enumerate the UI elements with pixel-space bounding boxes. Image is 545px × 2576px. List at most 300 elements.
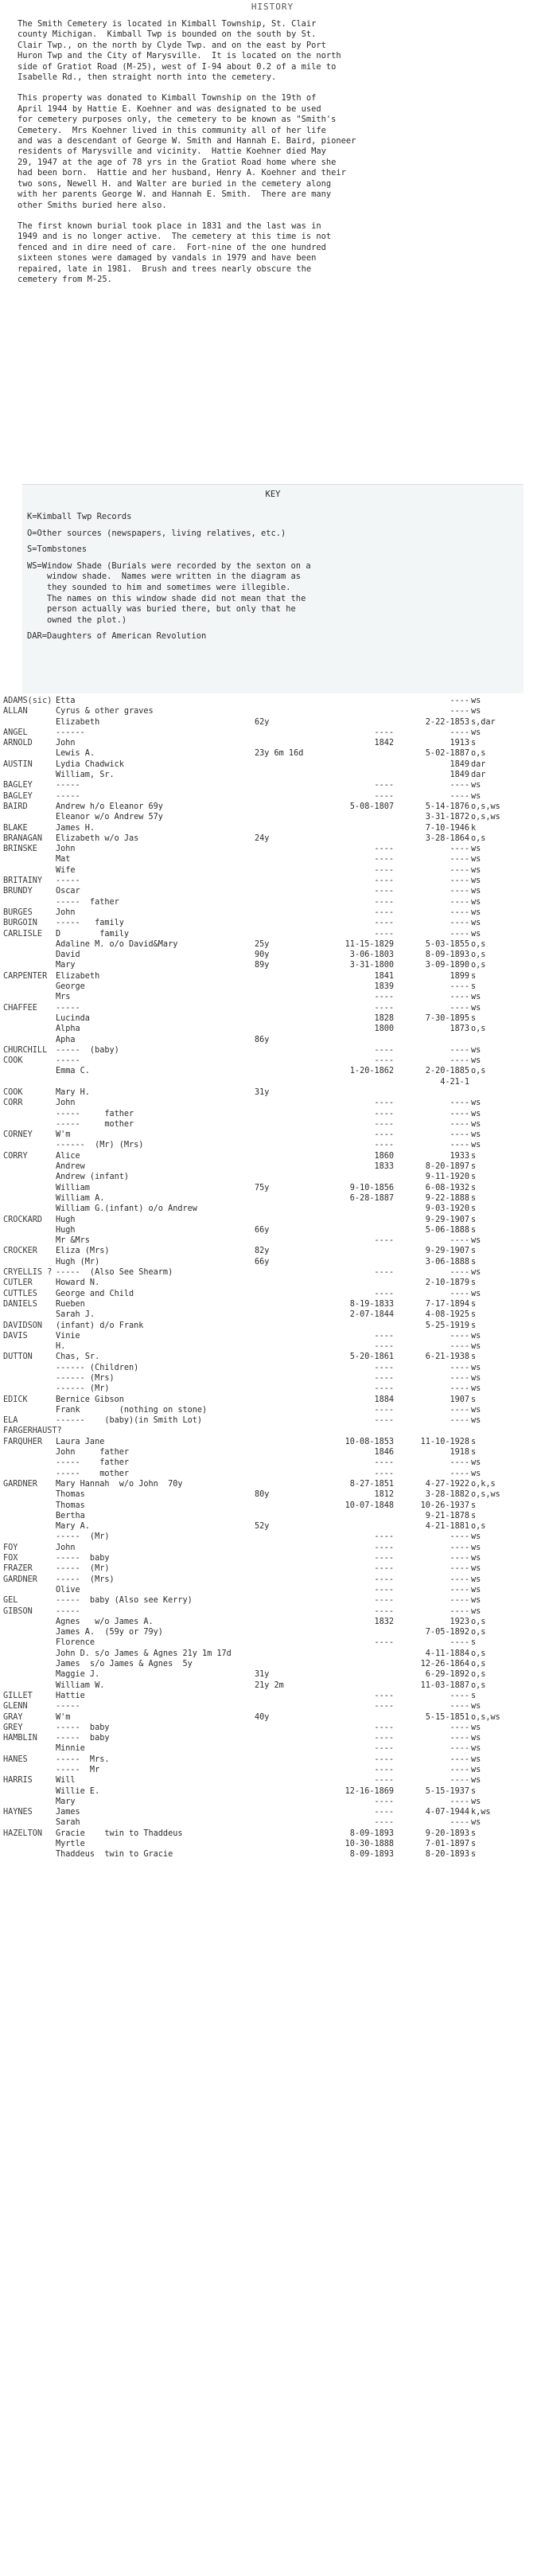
burial-row — [0, 823, 545, 833]
birth-date-cell: 9-10-1856 — [349, 1183, 394, 1192]
source-cell: s — [471, 1247, 477, 1256]
death-date-cell: 5-06-1888 — [425, 1225, 469, 1235]
death-date-cell: 7-05-1892 — [425, 1628, 469, 1637]
surname-cell: GILLET — [3, 1691, 33, 1700]
name-cell: George — [56, 982, 85, 992]
death-date-cell: ---- — [450, 907, 469, 917]
name-cell: Laura Jane — [56, 1437, 105, 1446]
burial-row — [0, 1373, 545, 1384]
death-date-cell: ---- — [450, 1691, 469, 1700]
death-date-cell: ---- — [450, 1532, 469, 1542]
name-cell: Mrs — [56, 993, 71, 1002]
birth-date-cell: ---- — [374, 1363, 394, 1372]
source-cell: ws — [471, 1797, 481, 1806]
birth-date-cell: ---- — [374, 1564, 394, 1574]
burial-row — [0, 1257, 545, 1267]
birth-date-cell: 1860 — [374, 1151, 394, 1161]
name-cell: ----- — [56, 781, 80, 790]
birth-date-cell: 10-07-1848 — [345, 1501, 394, 1510]
source-cell: ws — [471, 791, 481, 801]
birth-date-cell: ---- — [374, 1141, 394, 1150]
death-date-cell: ---- — [450, 1236, 469, 1246]
source-cell: ws — [471, 907, 481, 917]
death-date-cell: 10-26-1937 — [420, 1501, 469, 1510]
death-date-cell: ---- — [450, 993, 469, 1002]
source-cell: s — [471, 1173, 477, 1182]
burial-row — [0, 1479, 545, 1489]
source-cell: ws — [471, 1289, 481, 1298]
burial-row — [0, 971, 545, 982]
death-date-cell: ---- — [450, 1130, 469, 1140]
death-date-cell: ---- — [450, 1458, 469, 1468]
age-cell: 23y 6m 16d — [255, 749, 304, 759]
burial-row — [0, 939, 545, 950]
name-cell: Mary Hannah w/o John 70y — [56, 1479, 183, 1489]
birth-date-cell: ---- — [374, 1268, 394, 1278]
death-date-cell: ---- — [450, 1289, 469, 1298]
age-cell: 90y — [255, 950, 270, 960]
name-cell: James — [56, 1808, 80, 1817]
name-cell: ----- — [56, 1056, 80, 1066]
burial-row — [0, 696, 545, 706]
burial-row — [0, 1098, 545, 1108]
birth-date-cell: ---- — [374, 1045, 394, 1055]
birth-date-cell: ---- — [374, 1818, 394, 1828]
source-cell: s — [471, 1829, 477, 1838]
burial-row — [0, 1765, 545, 1775]
source-cell: ws — [471, 1331, 481, 1341]
surname-cell: COOK — [3, 1087, 23, 1097]
burial-row — [0, 1395, 545, 1405]
surname-cell: GREY — [3, 1723, 23, 1732]
burial-row — [0, 1130, 545, 1140]
name-cell: Vinie — [56, 1331, 80, 1341]
burial-row — [0, 876, 545, 886]
surname-cell: HAYNES — [3, 1808, 33, 1817]
name-cell: Bernice Gibson — [56, 1395, 124, 1404]
source-cell: s,dar — [471, 717, 496, 727]
burial-row — [0, 1363, 545, 1373]
name-cell: Hugh (Mr) — [56, 1257, 100, 1267]
age-cell: 31y — [255, 1670, 270, 1680]
birth-date-cell: 10-08-1853 — [345, 1437, 394, 1446]
burial-row — [0, 1659, 545, 1669]
surname-cell: BRUNDY — [3, 887, 33, 896]
surname-cell: ARNOLD — [3, 739, 33, 748]
burial-row — [0, 1119, 545, 1130]
source-cell: o,s — [471, 1670, 486, 1680]
surname-cell: CUTTLES — [3, 1289, 37, 1298]
birth-date-cell: 8-09-1893 — [349, 1829, 394, 1838]
birth-date-cell: 6-28-1887 — [349, 1193, 394, 1203]
source-cell: o,s — [471, 961, 486, 970]
surname-cell: AUSTIN — [3, 759, 33, 769]
burial-row — [0, 728, 545, 738]
death-date-cell: 12-26-1864 — [420, 1660, 469, 1669]
birth-date-cell: 1828 — [374, 1013, 394, 1023]
burial-row — [0, 1321, 545, 1331]
name-cell: Mary — [56, 961, 76, 970]
burial-row — [0, 1807, 545, 1817]
surname-cell: BAGLEY — [3, 781, 33, 790]
source-cell: ws — [471, 1532, 481, 1542]
birth-date-cell: ---- — [374, 1384, 394, 1394]
burial-row — [0, 865, 545, 876]
burial-row — [0, 1183, 545, 1193]
burial-row — [0, 1606, 545, 1617]
death-date-cell: 7-17-1894 — [425, 1299, 469, 1309]
source-cell: ws — [471, 1384, 481, 1394]
name-cell: ----- — [56, 876, 80, 886]
surname-cell: BRANAGAN — [3, 833, 43, 843]
burial-row — [0, 1585, 545, 1595]
birth-date-cell: 1800 — [374, 1025, 394, 1034]
name-cell: Mary — [56, 1797, 76, 1806]
burial-row — [0, 1595, 545, 1606]
surname-cell: BURGES — [3, 907, 33, 917]
source-cell: ws — [471, 781, 481, 790]
age-cell: 80y — [255, 1490, 270, 1500]
birth-date-cell: ---- — [374, 781, 394, 790]
name-cell: ----- — [56, 791, 80, 801]
burial-row — [0, 854, 545, 865]
death-date-cell: ---- — [450, 1744, 469, 1754]
surname-cell: DANIELS — [3, 1299, 37, 1309]
name-cell: Lucinda — [56, 1013, 90, 1023]
burial-row — [0, 1691, 545, 1701]
name-cell: ----- father — [56, 1458, 130, 1468]
surname-cell: CHAFFEE — [3, 1003, 37, 1013]
surname-cell: GRAY — [3, 1712, 23, 1722]
name-cell: John D. s/o James & Agnes 21y 1m 17d — [56, 1649, 232, 1658]
source-cell: ws — [471, 1374, 481, 1383]
death-date-cell: ---- — [450, 707, 469, 716]
source-cell: ws — [471, 1564, 481, 1574]
name-cell: ----- family — [56, 919, 124, 928]
source-cell: s — [471, 1850, 477, 1860]
source-cell: o,s — [471, 1067, 486, 1076]
name-cell: Cyrus & other graves — [56, 707, 154, 716]
burial-row — [0, 1669, 545, 1680]
surname-cell: GARDNER — [3, 1479, 37, 1489]
death-date-cell: 1873 — [450, 1025, 469, 1034]
source-cell: s — [471, 1183, 477, 1192]
death-date-cell: ---- — [450, 1702, 469, 1711]
birth-date-cell: ---- — [374, 845, 394, 854]
key-title: KEY — [265, 490, 281, 499]
surname-cell: BRINSKE — [3, 845, 37, 854]
name-cell: Elizabeth — [56, 971, 100, 981]
source-cell: s — [471, 971, 477, 981]
source-cell: ws — [471, 1141, 481, 1150]
source-cell: ws — [471, 845, 481, 854]
source-cell: ws — [471, 1702, 481, 1711]
source-cell: o,s — [471, 939, 486, 949]
death-date-cell: 3-31-1872 — [425, 813, 469, 822]
source-cell: o,s — [471, 1660, 486, 1669]
surname-cell: FOX — [3, 1554, 18, 1563]
source-cell: ws — [471, 1056, 481, 1066]
source-cell: dar — [471, 771, 486, 780]
surname-cell: FRAZER — [3, 1564, 33, 1574]
burial-row — [0, 1161, 545, 1172]
surname-cell: ADAMS(sic) — [3, 697, 53, 705]
source-cell: s — [471, 1638, 477, 1648]
source-cell: o,s,ws — [471, 813, 500, 822]
burial-row — [0, 1637, 545, 1648]
source-cell: o,s — [471, 1680, 486, 1690]
death-date-cell: 9-29-1907 — [425, 1215, 469, 1224]
source-cell: ws — [471, 1469, 481, 1478]
death-date-cell: 1913 — [450, 739, 469, 748]
source-cell: s — [471, 1310, 477, 1320]
name-cell: William, Sr. — [56, 771, 115, 780]
death-date-cell: ---- — [450, 1363, 469, 1372]
death-date-cell: 4-21-1 — [440, 1077, 469, 1087]
burial-row — [0, 802, 545, 812]
age-cell: 31y — [255, 1087, 270, 1097]
name-cell: ----- baby — [56, 1554, 110, 1563]
surname-cell: CRYELLIS ? — [3, 1268, 53, 1278]
surname-cell: FOY — [3, 1543, 18, 1552]
source-cell: ws — [471, 1818, 481, 1828]
death-date-cell: 11-03-1887 — [420, 1680, 469, 1690]
source-cell: ws — [471, 1416, 481, 1426]
death-date-cell: ---- — [450, 1141, 469, 1150]
name-cell: John — [56, 907, 76, 917]
birth-date-cell: ---- — [374, 1543, 394, 1552]
death-date-cell: 1849 — [450, 759, 469, 769]
birth-date-cell: ---- — [374, 1405, 394, 1415]
surname-cell: HAZELTON — [3, 1829, 43, 1838]
surname-cell: CORNEY — [3, 1130, 33, 1140]
burial-list — [0, 696, 545, 1860]
death-date-cell: ---- — [450, 697, 469, 705]
name-cell: Alpha — [56, 1025, 80, 1034]
death-date-cell: ---- — [450, 919, 469, 928]
burial-row — [0, 1563, 545, 1574]
name-cell: Gracie twin to Thaddeus — [56, 1829, 183, 1838]
source-cell: ws — [471, 993, 481, 1002]
birth-date-cell: 1839 — [374, 982, 394, 992]
birth-date-cell: ---- — [374, 1744, 394, 1754]
burial-row — [0, 1723, 545, 1733]
source-cell: ws — [471, 1109, 481, 1118]
name-cell: ----- baby — [56, 1723, 110, 1732]
burial-row — [0, 1469, 545, 1479]
death-date-cell: ---- — [450, 1384, 469, 1394]
burial-row — [0, 1405, 545, 1415]
burial-row — [0, 1045, 545, 1056]
source-cell: ws — [471, 1585, 481, 1594]
burial-row — [0, 1415, 545, 1426]
death-date-cell: ---- — [450, 1331, 469, 1341]
birth-date-cell: ---- — [374, 876, 394, 886]
birth-date-cell: 2-07-1844 — [349, 1310, 394, 1320]
name-cell: W'm — [56, 1712, 71, 1722]
birth-date-cell: 3-06-1803 — [349, 950, 394, 960]
death-date-cell: 1923 — [450, 1617, 469, 1626]
source-cell: ws — [471, 1734, 481, 1743]
birth-date-cell: ---- — [374, 1003, 394, 1013]
name-cell: Willie E. — [56, 1786, 100, 1796]
birth-date-cell: ---- — [374, 1723, 394, 1732]
surname-cell: BAIRD — [3, 802, 28, 811]
name-cell: ------ (Children) — [56, 1363, 139, 1372]
source-cell: ws — [471, 728, 481, 737]
name-cell: ----- — [56, 1606, 80, 1616]
burial-row — [0, 1680, 545, 1691]
name-cell: Eliza (Mrs) — [56, 1247, 110, 1256]
birth-date-cell: 1842 — [374, 739, 394, 748]
burial-row — [0, 1712, 545, 1723]
age-cell: 66y — [255, 1225, 270, 1235]
key-entry: O=Other sources (newspapers, living relatives, etc.) — [27, 528, 286, 538]
age-cell: 21y 2m — [255, 1680, 284, 1690]
birth-date-cell: ---- — [374, 1638, 394, 1648]
burial-row — [0, 1733, 545, 1743]
name-cell: Lewis A. — [56, 749, 95, 759]
death-date-cell: 7-10-1946 — [425, 823, 469, 833]
surname-cell: CROCKER — [3, 1247, 37, 1256]
death-date-cell: ---- — [450, 1374, 469, 1383]
name-cell: Agnes w/o James A. — [56, 1617, 154, 1626]
name-cell: James s/o James & Agnes 5y — [56, 1660, 193, 1669]
surname-cell: CHURCHILL — [3, 1045, 48, 1055]
name-cell: ------ (Mrs) — [56, 1374, 115, 1383]
source-cell: o,s — [471, 1025, 486, 1034]
key-entry: DAR=Daughters of American Revolution — [27, 631, 207, 642]
history-section — [18, 19, 527, 295]
source-cell: ws — [471, 1776, 481, 1786]
birth-date-cell: ---- — [374, 1596, 394, 1606]
name-cell: ----- — [56, 1702, 80, 1711]
source-cell: o,s — [471, 950, 486, 960]
burial-row — [0, 897, 545, 907]
death-date-cell: 9-03-1920 — [425, 1204, 469, 1214]
death-date-cell: ---- — [450, 1099, 469, 1108]
surname-cell: BRITAINY — [3, 876, 43, 886]
death-date-cell: 4-11-1884 — [425, 1649, 469, 1658]
burial-row — [0, 1035, 545, 1045]
burial-row — [0, 1617, 545, 1627]
burial-row — [0, 748, 545, 759]
birth-date-cell: ---- — [374, 1797, 394, 1806]
name-cell: ----- baby — [56, 1734, 110, 1743]
name-cell: ------ (Mr) (Mrs) — [56, 1141, 144, 1150]
burial-row — [0, 1701, 545, 1711]
source-cell: o,k,s — [471, 1479, 496, 1489]
source-cell: ws — [471, 697, 481, 705]
burial-row — [0, 1511, 545, 1521]
name-cell: W'm — [56, 1130, 71, 1140]
death-date-cell: 9-22-1888 — [425, 1193, 469, 1203]
surname-cell: HANES — [3, 1754, 28, 1764]
source-cell: ws — [471, 1405, 481, 1415]
name-cell: ----- father — [56, 897, 119, 907]
death-date-cell: ---- — [450, 1776, 469, 1786]
birth-date-cell: ---- — [374, 855, 394, 865]
death-date-cell: 5-03-1855 — [425, 939, 469, 949]
name-cell: Hugh — [56, 1225, 76, 1235]
surname-cell: BAGLEY — [3, 791, 33, 801]
source-cell: ws — [471, 929, 481, 939]
name-cell: ----- (Also See Shearm) — [56, 1268, 173, 1278]
death-date-cell: ---- — [450, 1818, 469, 1828]
source-cell: ws — [471, 707, 481, 716]
name-cell: (infant) d/o Frank — [56, 1321, 144, 1330]
age-cell: 52y — [255, 1522, 270, 1532]
surname-cell: CORR — [3, 1099, 23, 1108]
death-date-cell: ---- — [450, 1797, 469, 1806]
source-cell: o,s — [471, 1617, 486, 1626]
burial-row — [0, 1553, 545, 1563]
name-cell: D family — [56, 929, 130, 939]
birth-date-cell: ---- — [374, 1342, 394, 1352]
surname-cell: FARQUHER — [3, 1437, 43, 1446]
death-date-cell: ---- — [450, 845, 469, 854]
birth-date-cell: ---- — [374, 1331, 394, 1341]
source-cell: ws — [471, 855, 481, 865]
death-date-cell: ---- — [450, 1056, 469, 1066]
burial-row — [0, 759, 545, 770]
burial-row — [0, 1384, 545, 1394]
name-cell: Oscar — [56, 887, 80, 896]
source-cell: o,s — [471, 749, 486, 759]
birth-date-cell: 8-19-1833 — [349, 1299, 394, 1309]
burial-row — [0, 1775, 545, 1786]
source-cell: ws — [471, 1130, 481, 1140]
source-cell: ws — [471, 1236, 481, 1246]
death-date-cell: ---- — [450, 1342, 469, 1352]
name-cell: H. — [56, 1342, 66, 1352]
burial-row — [0, 1521, 545, 1532]
birth-date-cell: ---- — [374, 993, 394, 1002]
surname-cell: GEL — [3, 1596, 18, 1606]
age-cell: 75y — [255, 1183, 270, 1192]
surname-cell: GIBSON — [3, 1606, 33, 1616]
death-date-cell: 9-11-1920 — [425, 1173, 469, 1182]
burial-row — [0, 918, 545, 928]
source-cell: s — [471, 1448, 477, 1458]
source-cell: ws — [471, 1099, 481, 1108]
burial-row — [0, 1087, 545, 1098]
surname-cell: GLENN — [3, 1702, 28, 1711]
death-date-cell: ---- — [450, 781, 469, 790]
name-cell: Mary H. — [56, 1087, 90, 1097]
name-cell: ------ (baby)(in Smith Lot) — [56, 1416, 203, 1426]
name-cell: ----- baby (Also see Kerry) — [56, 1596, 193, 1606]
surname-cell: DUTTON — [3, 1352, 33, 1362]
key-box — [22, 484, 524, 693]
death-date-cell: 5-02-1887 — [425, 749, 469, 759]
name-cell: Hattie — [56, 1691, 85, 1700]
surname-cell: CARPENTER — [3, 971, 48, 981]
name-cell: ----- Mrs. — [56, 1754, 110, 1764]
surname-cell: COOK — [3, 1056, 23, 1066]
death-date-cell: 4-21-1881 — [425, 1522, 469, 1532]
name-cell: Thomas — [56, 1501, 85, 1510]
source-cell: o,s,ws — [471, 1490, 500, 1500]
source-cell: ws — [471, 1765, 481, 1774]
birth-date-cell: ---- — [374, 1119, 394, 1129]
burial-row — [0, 1056, 545, 1066]
name-cell: Mr &Mrs — [56, 1236, 90, 1246]
birth-date-cell: ---- — [374, 1754, 394, 1764]
death-date-cell: 3-28-1882 — [425, 1490, 469, 1500]
birth-date-cell: 1833 — [374, 1162, 394, 1172]
birth-date-cell: ---- — [374, 1056, 394, 1066]
